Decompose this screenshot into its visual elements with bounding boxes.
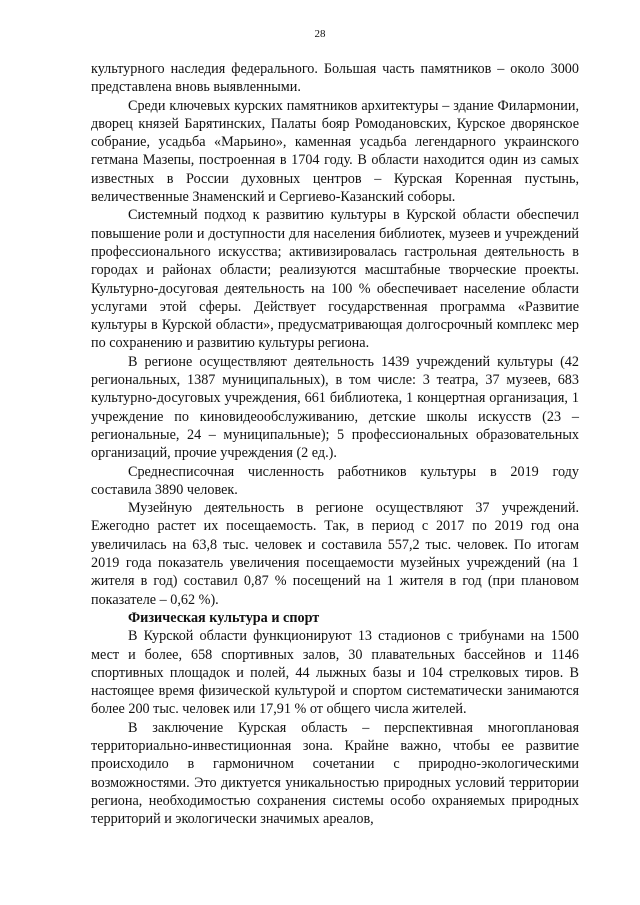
- paragraph-conclusion: В заключение Курская область – перспективная многоплановая территориально-инвестиционная зона. Крайне важно, чтобы ее развитие происходило в гармоничном сочетании с природно-экологическими возможностями. Это диктуется уникальностью природных условий территории региона, необходимостью сохранения системы особо охраняемых природных территорий и экологически значимых ареалов,: [91, 719, 579, 828]
- paragraph-architecture: Среди ключевых курских памятников архитектуры – здание Филармонии, дворец князей Барятинских, Палаты бояр Ромодановских, Курское дворянское собрание, усадьба «Марьино», каменная усадьба легендарного украинского гетмана Мазепы, построенная в 1704 году. В области находится один из самых известных в России духовных центров – Курская Коренная пустынь, величественные Знаменский и Сергиево-Казанский соборы.: [91, 97, 579, 206]
- paragraph-culture-approach: Системный подход к развитию культуры в Курской области обеспечил повышение роли и доступности для населения библиотек, музеев и учреждений профессионального искусства; активизировалась гастрольная деятельность в городах и районах области; реализуются масштабные творческие проекты. Культурно-досуговая деятельность на 100 % обеспечивает население области услугами этой сферы. Действует государственная программа «Развитие культуры в Курской области», предусматривающая долгосрочный комплекс мер по сохранению и развитию культуры региона.: [91, 207, 579, 352]
- paragraph-institutions: В регионе осуществляют деятельность 1439 учреждений культуры (42 региональных, 1387 муниципальных), в том числе: 3 театра, 37 музеев, 683 культурно-досуговых учреждения, 661 библиотека, 1 концертная организация, 1 учреждение по киновидеообслуживанию, детские школы искусств (23 – региональные, 24 – муниципальные); 5 профессиональных образовательных организаций, прочие учреждения (2 ед.).: [91, 353, 579, 462]
- paragraph-museums: Музейную деятельность в регионе осуществляют 37 учреждений. Ежегодно растет их посещаемость. Так, в период с 2017 по 2019 год она увеличилась на 63,8 тыс. человек и составила 557,2 тыс. человек. По итогам 2019 года показатель увеличения посещаемости музейных учреждений (на 1 жителя в год) составил 0,87 % посещений на 1 жителя в год (при плановом показателе – 0,62 %).: [91, 500, 579, 608]
- paragraph-continued: культурного наследия федерального. Большая часть памятников – около 3000 представлена вновь выявленными.: [91, 61, 579, 96]
- paragraph-sport: В Курской области функционируют 13 стадионов с трибунами на 1500 мест и более, 658 спортивных залов, 30 плавательных бассейнов и 1146 спортивных площадок и полей, 44 лыжных базы и 104 стрелковых тиров. В настоящее время физической культурой и спортом систематически занимаются более 200 тыс. человек или 17,91 % от общего числа жителей.: [91, 628, 579, 718]
- document-body: [91, 60, 579, 828]
- section-heading-sport: Физическая культура и спорт: [128, 609, 320, 626]
- page-number: 28: [314, 28, 326, 40]
- paragraph-staff: Среднесписочная численность работников культуры в 2019 году составила 3890 человек.: [91, 463, 579, 498]
